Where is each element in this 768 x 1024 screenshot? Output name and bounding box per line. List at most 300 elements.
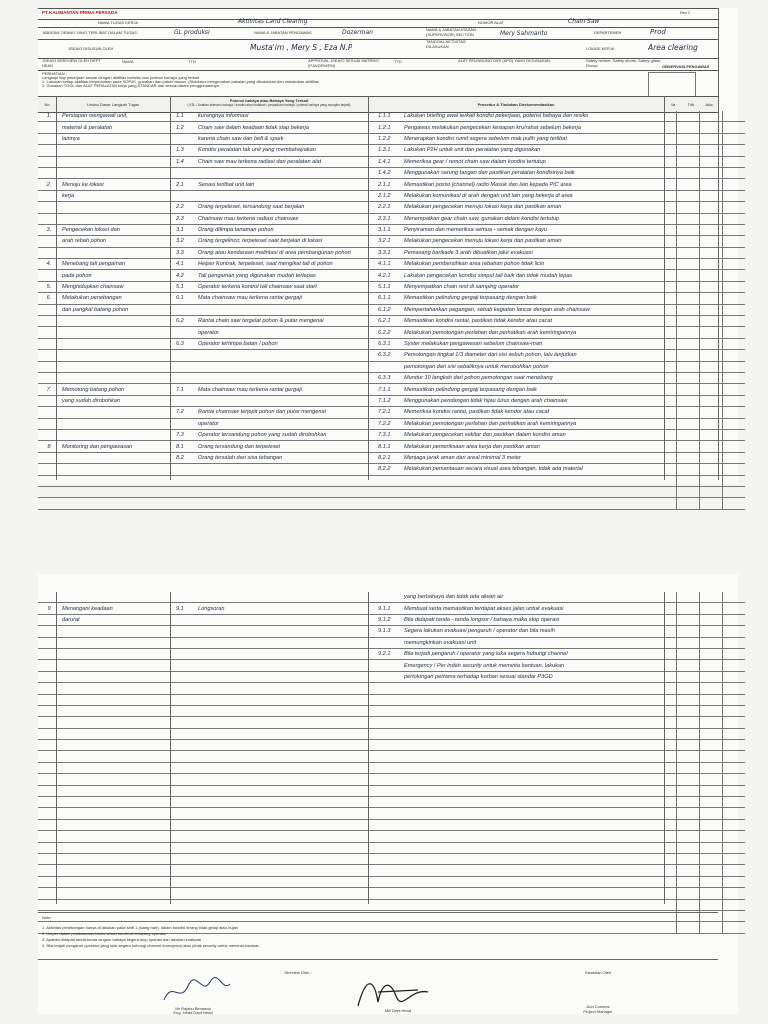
cell-c: Memeriksa gear / remot chain saw dalam kondisi tertutup: [402, 156, 677, 167]
unit-no-value: Chain Saw: [568, 18, 600, 25]
cell-step: [60, 705, 174, 716]
cell-t: [700, 464, 723, 475]
cell-p: [196, 671, 376, 682]
sign-2-name: Mill Dept Head: [384, 1008, 412, 1013]
cell-c: Menempatkan gear chain saw, gunakan dalam kondisi tertutup: [402, 213, 677, 224]
table-row: [38, 660, 745, 671]
table-row: [38, 384, 745, 395]
cell-s: [723, 293, 746, 304]
cell-p: [196, 694, 376, 705]
cell-pn: [174, 785, 196, 796]
cell-y: [677, 372, 700, 383]
cell-t: [700, 304, 723, 315]
cell-s: [723, 190, 746, 201]
approval-label: APPROVAL JSEA/O SESUAI MATRIKS (PJA/DPM/PM): [308, 59, 379, 68]
table-row: [38, 247, 745, 258]
cell-s: [723, 762, 746, 773]
cell-t: [700, 293, 723, 304]
cell-step: [60, 819, 174, 830]
table-row: [38, 464, 745, 475]
cell-cn: [376, 762, 402, 773]
table-row: [38, 224, 745, 235]
table-row: [38, 395, 745, 406]
cell-y: [677, 384, 700, 395]
col-control: Prosedur & Tindakan Direkomendasikan: [477, 102, 555, 107]
cell-c: Menggunakan pendangan tidak hijau lurus dengan arah chainsaw: [402, 395, 677, 406]
cell-c: [402, 899, 677, 910]
cell-cn: 1.1.1: [376, 111, 402, 122]
cell-cn: [376, 842, 402, 853]
cell-step: Memotong batang pohon: [60, 384, 174, 395]
cell-step: arah rebah pohon: [60, 236, 174, 247]
table-row: [38, 236, 745, 247]
cell-s: [723, 808, 746, 819]
cell-pn: 4.2: [174, 270, 196, 281]
cell-pn: 8.1: [174, 441, 196, 452]
cell-c: Segera lakukan evakuasi pengaruh / operator dan bila masih: [402, 626, 677, 637]
cell-t: [700, 717, 723, 728]
cell-p: [196, 614, 376, 625]
prepared-by-value: Musta'im , Mery S , Eza N.P: [250, 43, 353, 52]
cell-step: [60, 475, 174, 486]
cell-cn: 1.4.2: [376, 167, 402, 178]
cell-pn: 2.3: [174, 213, 196, 224]
cell-step: [60, 717, 174, 728]
ttd-label: TTD: [188, 59, 196, 64]
cell-y: [677, 407, 700, 418]
cell-p: [196, 190, 376, 201]
ttd2-label: TTD: [394, 59, 402, 64]
cell-t: [700, 316, 723, 327]
table-row: [38, 145, 745, 156]
cell-step: [60, 785, 174, 796]
table-row: [38, 751, 745, 762]
cell-c: Memeriksa kondisi rantai, pastikan tidak kendor atau cacat: [402, 407, 677, 418]
cell-cn: 1.2.2: [376, 133, 402, 144]
cell-step: yang sudah dirobohkan: [60, 395, 174, 406]
cell-c: yang berbahaya dan tidak ada alwan air: [402, 592, 677, 603]
cell-c: Mundur 10 langkah dari pohon pemotongan saat menebang: [402, 372, 677, 383]
cell-t: [700, 350, 723, 361]
cell-c: [402, 876, 677, 887]
cell-s: [723, 785, 746, 796]
cell-step: material & peralatan: [60, 122, 174, 133]
cell-pn: 3.2: [174, 236, 196, 247]
cell-t: [700, 637, 723, 648]
cell-p: Kondisi peralatan tak unit yang membahayakan: [196, 145, 376, 156]
cell-y: [677, 671, 700, 682]
cell-t: [700, 694, 723, 705]
cell-pn: [174, 876, 196, 887]
cell-c: Melakukan pemantauan secara visual area tebangan, tidak ada material: [402, 464, 677, 475]
cell-t: [700, 441, 723, 452]
cell-pn: [174, 717, 196, 728]
cell-step: [60, 626, 174, 637]
table-row: [38, 179, 745, 190]
cell-y: [677, 452, 700, 463]
cell-cn: 6.1.1: [376, 293, 402, 304]
cell-step: [60, 797, 174, 808]
cell-step: [60, 156, 174, 167]
cell-p: [196, 865, 376, 876]
cell-c: [402, 762, 677, 773]
cell-pn: [174, 888, 196, 899]
cell-cn: 7.1.2: [376, 395, 402, 406]
table-row: [38, 819, 745, 830]
cell-cn: [376, 592, 402, 603]
cell-s: [723, 167, 746, 178]
cell-c: Melakukan pemeriksaan area kerja dan pastikan aman: [402, 441, 677, 452]
cell-p: [196, 361, 376, 372]
cell-step: [60, 202, 174, 213]
cell-t: [700, 648, 723, 659]
cell-p: [196, 842, 376, 853]
table-row: [38, 111, 745, 122]
reviewed-label: JSEA/O DIREVIEW OLEH DEPT HEAD: [42, 59, 101, 68]
cell-cn: 2.2.1: [376, 202, 402, 213]
cell-p: [196, 683, 376, 694]
cell-cn: [376, 728, 402, 739]
cell-p: [196, 464, 376, 475]
cell-c: [402, 808, 677, 819]
cell-p: Orang tersandung dan terpeleset: [196, 441, 376, 452]
note-3: 2. Gunakan TOOL dan ALAT PERALATAN kerja yang STANDAR dan sesuai dalam penggunaannya: [42, 83, 219, 88]
cell-pn: [174, 475, 196, 486]
cell-p: [196, 705, 376, 716]
cell-t: [700, 603, 723, 614]
cell-y: [677, 876, 700, 887]
cell-cn: 6.3.3: [376, 372, 402, 383]
col-notdone: Tdk: [687, 102, 695, 107]
cell-step: [60, 683, 174, 694]
cell-y: [677, 683, 700, 694]
cell-no: [38, 498, 60, 509]
cell-pn: [174, 671, 196, 682]
table-row: [38, 167, 745, 178]
cell-pn: [174, 831, 196, 842]
cell-p: Rantai chainsaw terjepit pohon dan putar mengenai: [196, 407, 376, 418]
cell-s: [723, 614, 746, 625]
cell-step: [60, 213, 174, 224]
cell-c: [402, 728, 677, 739]
cell-step: [60, 418, 174, 429]
cell-pn: [174, 418, 196, 429]
cell-pn: [174, 592, 196, 603]
cell-c: pemotongan dari sisi sebaliknya untuk merobohkan pohon: [402, 361, 677, 372]
table-row: [38, 133, 745, 144]
cell-s: [723, 145, 746, 156]
cell-pn: 1.3: [174, 145, 196, 156]
cell-s: [723, 475, 746, 486]
cell-step: dan pangkal batang pohon: [60, 304, 174, 315]
note-1: Lengkapi tiap pekerjaan sesuai dengan aktifitas berisiko dan potensi bahaya yang terkait: [42, 75, 199, 80]
footer-note-1: 1. Aktivitas penebangan hanya di lakukan pada shift 1 (siang hari), dalam kondisi terang tidak gelap atau hujan: [42, 925, 238, 930]
table-row: [38, 797, 745, 808]
cell-y: [677, 338, 700, 349]
revision: Rev 0: [680, 10, 691, 15]
cell-c: Memastikan posisi (channel) radio Masuk dan lain kepada P/C area: [402, 179, 677, 190]
cell-t: [700, 213, 723, 224]
cell-t: [700, 111, 723, 122]
cell-cn: 6.2.2: [376, 327, 402, 338]
cell-p: Tali pengaman yang digunakan mudah terlepas: [196, 270, 376, 281]
cell-cn: [376, 361, 402, 372]
table-row: [38, 865, 745, 876]
cell-y: [677, 316, 700, 327]
cell-pn: [174, 740, 196, 751]
table-row: [38, 694, 745, 705]
cell-c: Melakukan pemotongan perlahan dan perhatikan arah kemiringannya: [402, 418, 677, 429]
table-row: [38, 372, 745, 383]
sign-3-name: Aod Cosmos: [586, 1004, 610, 1009]
ppe-value: Safety helmet, Safety shoes, Safety glass, Rompi: [586, 59, 661, 68]
cell-pn: [174, 361, 196, 372]
cell-cn: [376, 705, 402, 716]
cell-step: [60, 853, 174, 864]
cell-s: [723, 648, 746, 659]
cell-no: 1.: [38, 111, 60, 122]
cell-cn: 6.3.2: [376, 350, 402, 361]
cell-cn: [376, 717, 402, 728]
cell-cn: 1.4.1: [376, 156, 402, 167]
cell-s: [723, 304, 746, 315]
cell-s: [723, 361, 746, 372]
cell-pn: [174, 464, 196, 475]
cell-c: [402, 740, 677, 751]
cell-c: [402, 486, 677, 497]
table-row: [38, 429, 745, 440]
cell-t: [700, 740, 723, 751]
cell-s: [723, 626, 746, 637]
cell-c: [402, 785, 677, 796]
cell-cn: [376, 683, 402, 694]
cell-s: [723, 865, 746, 876]
cell-s: [723, 418, 746, 429]
cell-c: [402, 842, 677, 853]
cell-c: Bila terjadi pengaruh / operator yang luka segera hubungi channel: [402, 648, 677, 659]
cell-pn: 3.3: [174, 247, 196, 258]
sign-1-name: Mr Rajabu Bimanda: [175, 1006, 211, 1011]
table-row: [38, 705, 745, 716]
cell-s: [723, 327, 746, 338]
cell-s: [723, 717, 746, 728]
cell-step: [60, 316, 174, 327]
cell-cn: [376, 740, 402, 751]
cell-s: [723, 429, 746, 440]
cell-y: [677, 464, 700, 475]
cell-t: [700, 614, 723, 625]
name-label: NAMA: [122, 59, 134, 64]
cell-y: [677, 350, 700, 361]
table-row: [38, 728, 745, 739]
table-row: [38, 452, 745, 463]
cell-pn: 2.2: [174, 202, 196, 213]
cell-y: [677, 797, 700, 808]
cell-p: Orang terpeleset, tersandung saat berjalan: [196, 202, 376, 213]
cell-cn: 7.1.1: [376, 384, 402, 395]
cell-y: [677, 831, 700, 842]
cell-step: [60, 247, 174, 258]
table-row: [38, 888, 745, 899]
cell-p: [196, 475, 376, 486]
cell-s: [723, 842, 746, 853]
cell-pn: [174, 819, 196, 830]
cell-pn: [174, 133, 196, 144]
cell-s: [723, 281, 746, 292]
cell-cn: [376, 751, 402, 762]
cell-no: 6.: [38, 293, 60, 304]
cell-step: [60, 167, 174, 178]
observasi-box: [648, 72, 696, 98]
cell-p: [196, 853, 376, 864]
sign-1-role: Eng. Head Dept Head: [173, 1010, 213, 1015]
cell-step: Menghidupkan chainsaw: [60, 281, 174, 292]
cell-cn: 8.2.1: [376, 452, 402, 463]
cell-c: Melakukan pembersihkan area rebahan pohon tidak licin: [402, 259, 677, 270]
cell-s: [723, 740, 746, 751]
cell-step: [60, 464, 174, 475]
cell-y: [677, 728, 700, 739]
cell-p: [196, 762, 376, 773]
cell-c: Pemotongan tingkat 1/3 diameter dari sisi sebuh pohon, lalu lanjutkan: [402, 350, 677, 361]
cell-step: [60, 486, 174, 497]
cell-p: [196, 395, 376, 406]
cell-y: [677, 853, 700, 864]
company-name: PT KALIMANTAN PRIMA PERSADA: [42, 10, 118, 15]
cell-t: [700, 224, 723, 235]
table-row: [38, 603, 745, 614]
cell-step: Menebang tali pengaman: [60, 259, 174, 270]
table-row: [38, 683, 745, 694]
signature-1: [158, 974, 238, 1008]
cell-s: [723, 111, 746, 122]
table-row: [38, 740, 745, 751]
cell-y: [677, 156, 700, 167]
cell-t: [700, 407, 723, 418]
cell-p: [196, 592, 376, 603]
cell-pn: [174, 660, 196, 671]
cell-step: [60, 728, 174, 739]
cell-t: [700, 592, 723, 603]
cell-pn: [174, 327, 196, 338]
cell-p: operator: [196, 327, 376, 338]
cell-y: [677, 111, 700, 122]
cell-pn: 4.1: [174, 259, 196, 270]
cell-y: [677, 842, 700, 853]
cell-s: [723, 224, 746, 235]
table-row: [38, 475, 745, 486]
cell-cn: [376, 475, 402, 486]
cell-step: Monitoring dan pengawasan: [60, 441, 174, 452]
cell-cn: 6.2.1: [376, 316, 402, 327]
cell-p: [196, 797, 376, 808]
cell-pn: 9.1: [174, 603, 196, 614]
cell-no: 4.: [38, 259, 60, 270]
cell-s: [723, 498, 746, 509]
form-page-1: [38, 8, 738, 484]
cell-t: [700, 475, 723, 486]
cell-p: Operator tertimpa batan / pohon: [196, 338, 376, 349]
cell-y: [677, 774, 700, 785]
cell-c: [402, 498, 677, 509]
table-row: [38, 842, 745, 853]
table-row: [38, 202, 745, 213]
table-row: [38, 213, 745, 224]
cell-t: [700, 808, 723, 819]
cell-pn: [174, 797, 196, 808]
table-row: [38, 338, 745, 349]
cell-pn: [174, 899, 196, 910]
cell-step: [60, 338, 174, 349]
cell-s: [723, 853, 746, 864]
cell-y: [677, 808, 700, 819]
cell-t: [700, 384, 723, 395]
cell-s: [723, 259, 746, 270]
upper-supervisor-value: Mery Sahmanto: [500, 30, 548, 37]
cell-p: Chain saw mau terkena radiasi dari peralatan alat: [196, 156, 376, 167]
cell-cn: 9.1.3: [376, 626, 402, 637]
cell-no: 2.: [38, 179, 60, 190]
cell-cn: [376, 671, 402, 682]
cell-step: [60, 407, 174, 418]
cell-p: Senasi terlibat unit lain: [196, 179, 376, 190]
cell-no: 7.: [38, 384, 60, 395]
cell-y: [677, 145, 700, 156]
cell-y: [677, 603, 700, 614]
cell-p: Rantai chain saw tergelat pohon & putar mengenai: [196, 316, 376, 327]
cell-cn: 4.2.1: [376, 270, 402, 281]
table-row: [38, 304, 745, 315]
table-row: [38, 671, 745, 682]
table-row: [38, 122, 745, 133]
cell-s: [723, 705, 746, 716]
cell-c: Pengawas melakukan pengecekan kesiapan kru/rahat sebelum bekerja: [402, 122, 677, 133]
table-row: [38, 774, 745, 785]
cell-c: memungkinkan evakuasi unit: [402, 637, 677, 648]
cell-p: Orang tergelincir, terpeleset saat berjalan di lokasi: [196, 236, 376, 247]
cell-t: [700, 899, 723, 910]
cell-t: [700, 395, 723, 406]
cell-step: [60, 671, 174, 682]
cell-t: [700, 660, 723, 671]
cell-step: [60, 350, 174, 361]
cell-cn: [376, 486, 402, 497]
cell-t: [700, 705, 723, 716]
cell-y: [677, 395, 700, 406]
table-row: [38, 281, 745, 292]
cell-pn: [174, 694, 196, 705]
cell-y: [677, 694, 700, 705]
cell-step: lainnya: [60, 133, 174, 144]
cell-s: [723, 270, 746, 281]
cell-c: Pemasang barikade 3 arah dibuatkan jalur evakuasi: [402, 247, 677, 258]
cell-s: [723, 797, 746, 808]
footer-note-2: 2. Helper dalam pelaksanaan harus selalu berdiri di belakang operator: [42, 931, 167, 936]
col-na: Ada: [705, 102, 713, 107]
cell-pn: [174, 705, 196, 716]
cell-t: [700, 683, 723, 694]
cell-p: Orang atau kendaraan melintasi di area pembangunan pohon: [196, 247, 376, 258]
cell-c: Lakukan P2H untuk unit dan peralatan yang digunakan: [402, 145, 677, 156]
cell-y: [677, 865, 700, 876]
cell-y: [677, 717, 700, 728]
cell-step: [60, 865, 174, 876]
reviewed-by-label: Direview Oleh :: [284, 970, 312, 975]
cell-y: [677, 614, 700, 625]
cell-t: [700, 361, 723, 372]
cell-t: [700, 774, 723, 785]
cell-s: [723, 486, 746, 497]
